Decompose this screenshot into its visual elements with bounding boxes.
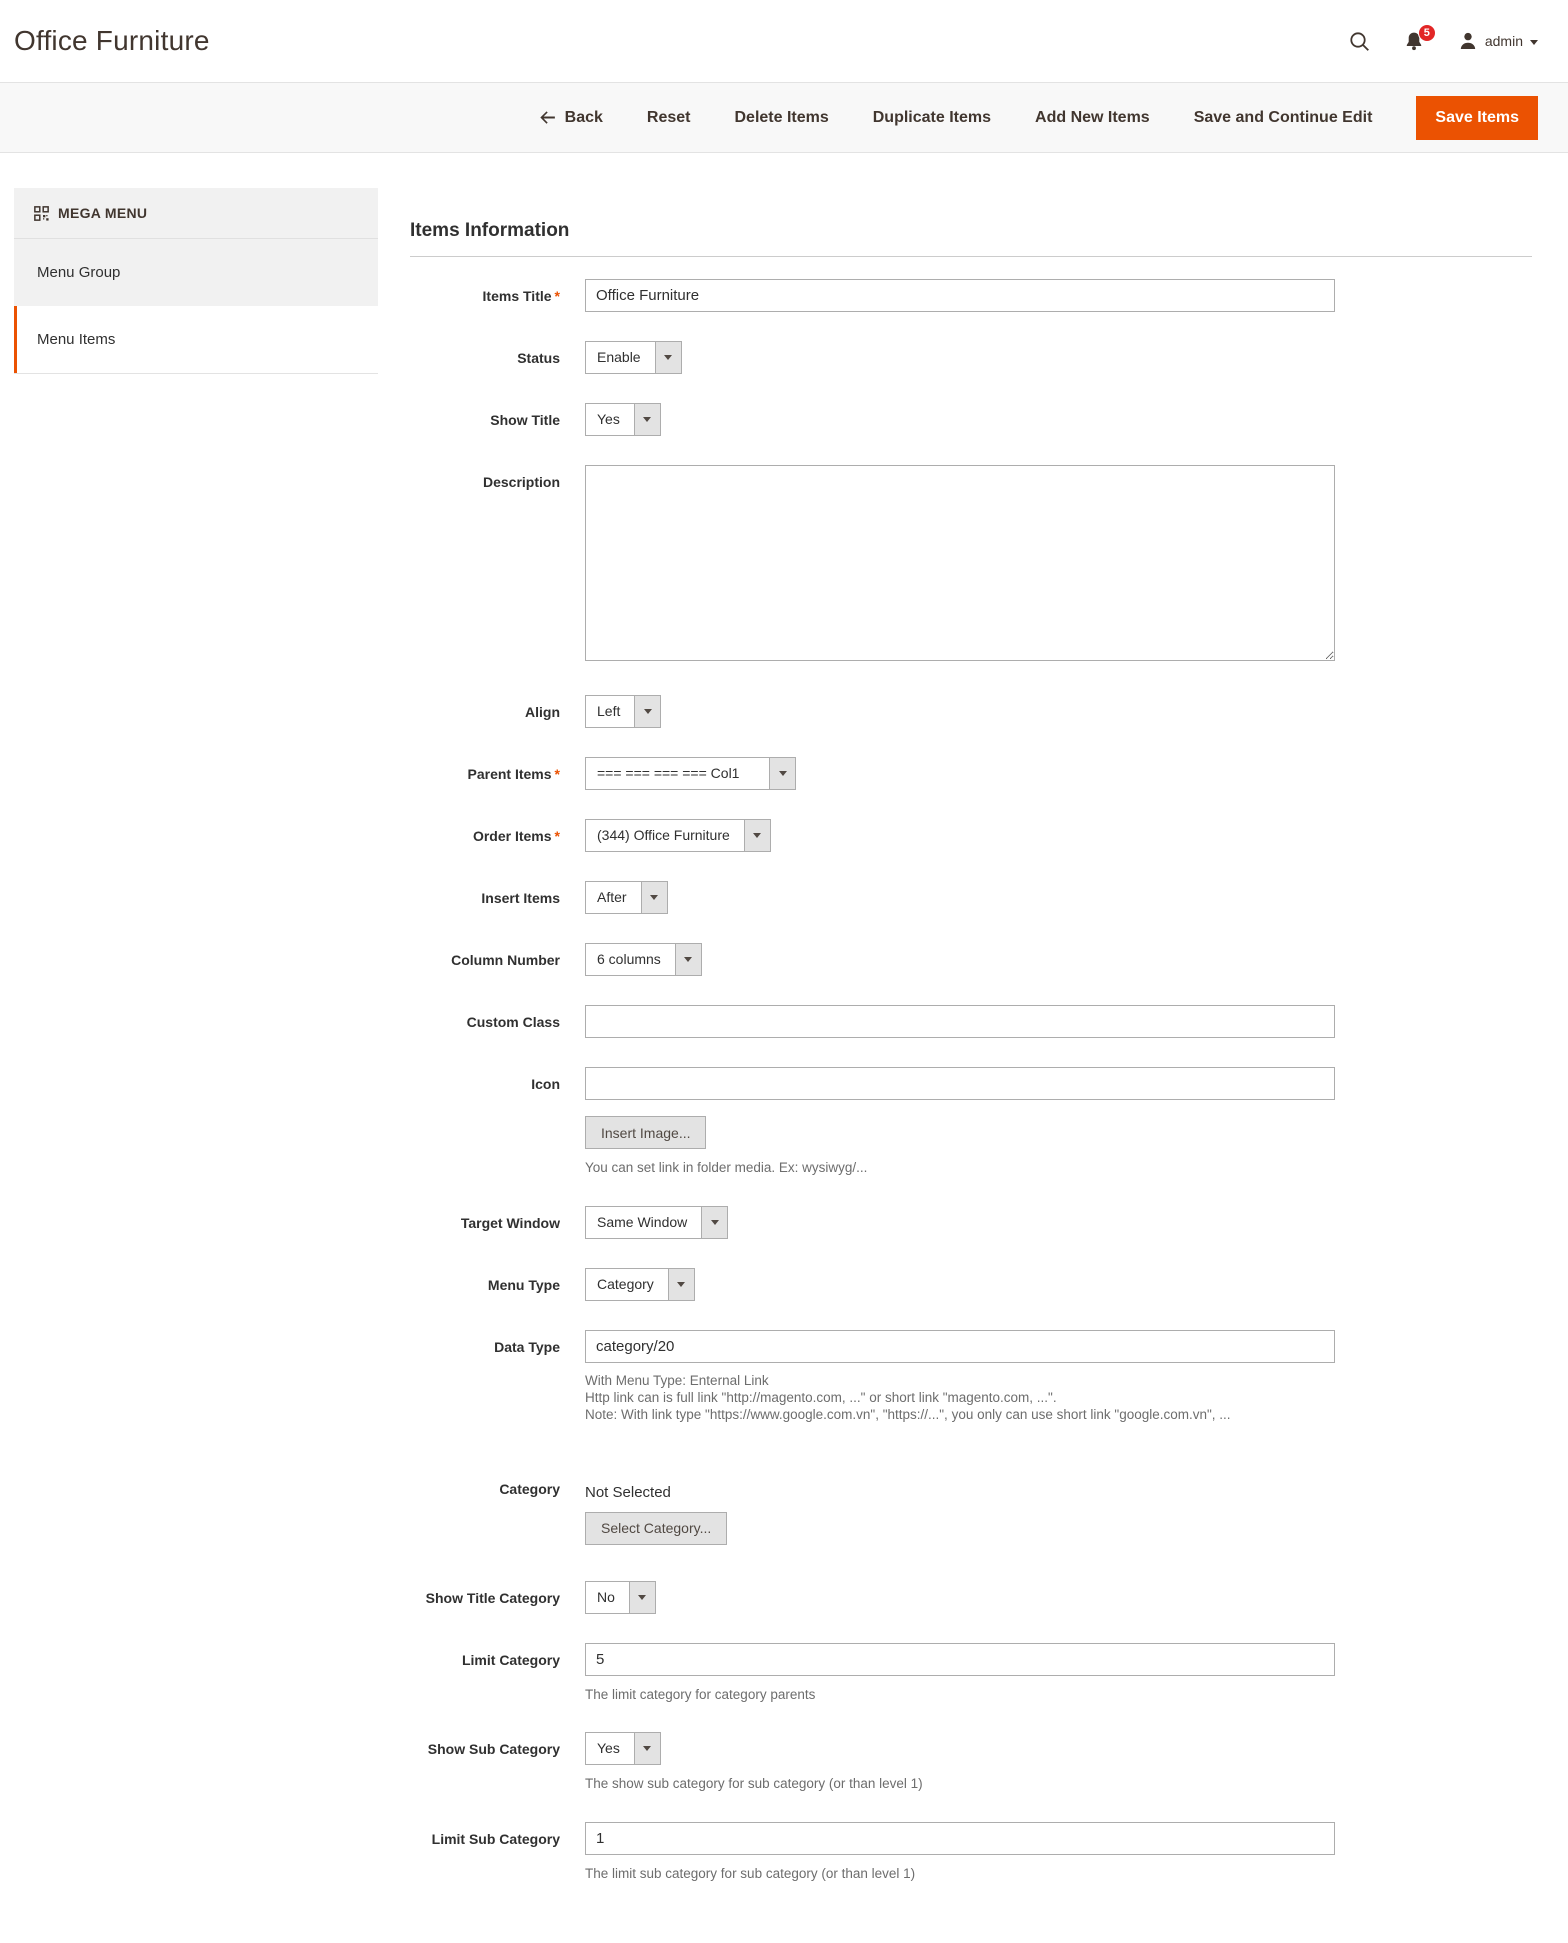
limit-sub-category-note: The limit sub category for sub category (or than level 1) <box>585 1865 916 1881</box>
field-row-show-sub-category <box>410 1732 1532 1793</box>
description-label: Description <box>482 474 560 490</box>
order-items-select-value: (344) Office Furniture <box>585 819 745 852</box>
chevron-down-icon <box>634 403 661 436</box>
show-sub-category-label: Show Sub Category <box>427 1741 560 1758</box>
parent-items-select[interactable] <box>585 757 796 790</box>
field-row-status <box>410 341 1532 374</box>
required-asterisk: * <box>554 828 560 844</box>
chevron-down-icon <box>655 341 682 374</box>
parent-items-select-value: === === === === Col1 <box>585 757 770 790</box>
save-items-button[interactable]: Save Items <box>1416 96 1538 140</box>
show-title-category-label: Show Title Category <box>425 1589 560 1606</box>
insert-image-button[interactable]: Insert Image... <box>585 1116 706 1149</box>
items-information-form <box>378 188 1568 1943</box>
search-icon[interactable] <box>1349 31 1370 52</box>
delete-items-button[interactable]: Delete Items <box>734 108 829 126</box>
back-button-label: Back <box>564 108 603 126</box>
items-title-input[interactable] <box>585 279 1335 312</box>
status-select-value: Enable <box>585 341 656 374</box>
field-row-icon <box>410 1067 1532 1177</box>
chevron-down-icon <box>629 1581 656 1614</box>
chevron-down-icon <box>701 1206 728 1239</box>
items-title-label-text: Items Title <box>482 288 552 304</box>
target-window-label: Target Window <box>460 1214 560 1231</box>
show-title-category-select-value: No <box>585 1581 630 1614</box>
chevron-down-icon <box>641 881 668 914</box>
align-select-value: Left <box>585 695 635 728</box>
icon-label: Icon <box>531 1076 560 1092</box>
required-asterisk: * <box>554 766 560 782</box>
status-label: Status <box>517 350 560 366</box>
notification-count-badge: 5 <box>1418 24 1436 42</box>
target-window-select-value: Same Window <box>585 1206 702 1239</box>
icon-input[interactable] <box>585 1067 1335 1100</box>
grid-qr-icon <box>34 206 49 221</box>
parent-items-label <box>410 757 560 784</box>
field-row-data-type <box>410 1330 1532 1423</box>
field-row-parent-items <box>410 757 1532 790</box>
status-select[interactable] <box>585 341 682 374</box>
field-row-category <box>410 1472 1532 1545</box>
menu-type-select-value: Category <box>585 1268 669 1301</box>
field-row-show-title-category <box>410 1581 1532 1614</box>
show-title-select-value: Yes <box>585 403 635 436</box>
category-selection-status: Not Selected <box>585 1483 671 1501</box>
data-type-input[interactable] <box>585 1330 1335 1363</box>
chevron-down-icon <box>744 819 771 852</box>
align-label: Align <box>525 704 560 720</box>
page-actions-toolbar <box>0 82 1568 153</box>
field-row-order-items <box>410 819 1532 852</box>
section-title: Items Information <box>410 220 570 241</box>
order-items-label <box>410 819 560 846</box>
chevron-down-icon <box>668 1268 695 1301</box>
reset-button[interactable]: Reset <box>646 108 691 126</box>
data-type-note-line: With Menu Type: Enternal Link <box>585 1372 769 1388</box>
menu-type-select[interactable] <box>585 1268 695 1301</box>
notifications-bell-icon[interactable] <box>1404 26 1430 52</box>
data-type-label: Data Type <box>494 1338 560 1355</box>
target-window-select[interactable] <box>585 1206 728 1239</box>
custom-class-input[interactable] <box>585 1005 1335 1038</box>
field-row-custom-class <box>410 1005 1532 1038</box>
data-type-note-line: Http link can is full link "http://magento.com, ..." or short link "magento.com, ...". <box>585 1389 1057 1405</box>
column-number-label: Column Number <box>451 952 560 968</box>
sidebar-header <box>14 188 378 239</box>
limit-category-note: The limit category for category parents <box>585 1686 816 1702</box>
field-row-description <box>410 465 1532 666</box>
limit-category-input[interactable] <box>585 1643 1335 1676</box>
duplicate-items-button[interactable]: Duplicate Items <box>872 108 992 126</box>
data-type-note-line: Note: With link type "https://www.google.com.vn", "https://...", you only can use short link "google.com.vn", ... <box>585 1406 1231 1422</box>
chevron-down-icon <box>675 943 702 976</box>
field-row-limit-category <box>410 1643 1532 1704</box>
show-title-select[interactable] <box>585 403 661 436</box>
section-divider <box>410 256 1532 257</box>
chevron-down-icon <box>634 1732 661 1765</box>
order-items-select[interactable] <box>585 819 771 852</box>
chevron-down-icon <box>769 757 796 790</box>
insert-items-select-value: After <box>585 881 642 914</box>
sidebar-item-menu-items[interactable]: Menu Items <box>14 306 378 373</box>
mega-menu-sidebar <box>14 188 378 374</box>
description-textarea[interactable] <box>585 465 1335 661</box>
parent-items-label-text: Parent Items <box>467 766 552 782</box>
order-items-label-text: Order Items <box>472 828 552 844</box>
insert-items-select[interactable] <box>585 881 668 914</box>
chevron-down-icon <box>1530 40 1538 45</box>
insert-items-label: Insert Items <box>481 890 560 906</box>
field-row-column-number <box>410 943 1532 976</box>
column-number-select-value: 6 columns <box>585 943 676 976</box>
required-asterisk: * <box>554 288 560 304</box>
chevron-down-icon <box>634 695 661 728</box>
show-sub-category-select[interactable] <box>585 1732 661 1765</box>
limit-sub-category-label: Limit Sub Category <box>431 1830 560 1847</box>
select-category-button[interactable]: Select Category... <box>585 1512 727 1545</box>
page-header <box>0 0 1568 82</box>
field-row-items-title <box>410 279 1532 312</box>
admin-account-menu[interactable] <box>1458 31 1538 51</box>
align-select[interactable] <box>585 695 661 728</box>
show-title-label: Show Title <box>490 412 560 428</box>
menu-type-label: Menu Type <box>487 1276 560 1293</box>
icon-note: You can set link in folder media. Ex: wysiwyg/... <box>585 1160 868 1175</box>
column-number-select[interactable] <box>585 943 702 976</box>
limit-category-label: Limit Category <box>461 1651 560 1668</box>
category-label: Category <box>499 1480 560 1497</box>
field-row-target-window <box>410 1206 1532 1239</box>
field-row-align <box>410 695 1532 728</box>
field-row-show-title <box>410 403 1532 436</box>
sidebar-item-menu-group[interactable]: Menu Group <box>37 264 121 281</box>
limit-sub-category-input[interactable] <box>585 1822 1335 1855</box>
save-and-continue-button[interactable]: Save and Continue Edit <box>1193 108 1373 126</box>
show-title-category-select[interactable] <box>585 1581 656 1614</box>
page-title: Office Furniture <box>14 25 210 56</box>
custom-class-label: Custom Class <box>466 1014 560 1030</box>
sidebar-header-label: MEGA MENU <box>58 205 148 221</box>
admin-username: admin <box>1484 33 1523 49</box>
show-sub-category-select-value: Yes <box>585 1732 635 1765</box>
data-type-notes <box>585 1372 1532 1423</box>
back-button[interactable] <box>539 109 603 127</box>
add-new-items-button[interactable]: Add New Items <box>1035 108 1150 126</box>
user-avatar-icon <box>1458 31 1478 51</box>
field-row-limit-sub-category <box>410 1822 1532 1883</box>
header-actions <box>1349 26 1538 52</box>
items-title-label <box>410 279 560 306</box>
field-row-insert-items <box>410 881 1532 914</box>
field-row-menu-type <box>410 1268 1532 1301</box>
content-layout <box>0 153 1568 1943</box>
show-sub-category-note: The show sub category for sub category (or than level 1) <box>585 1776 923 1792</box>
back-arrow-icon <box>539 109 556 126</box>
